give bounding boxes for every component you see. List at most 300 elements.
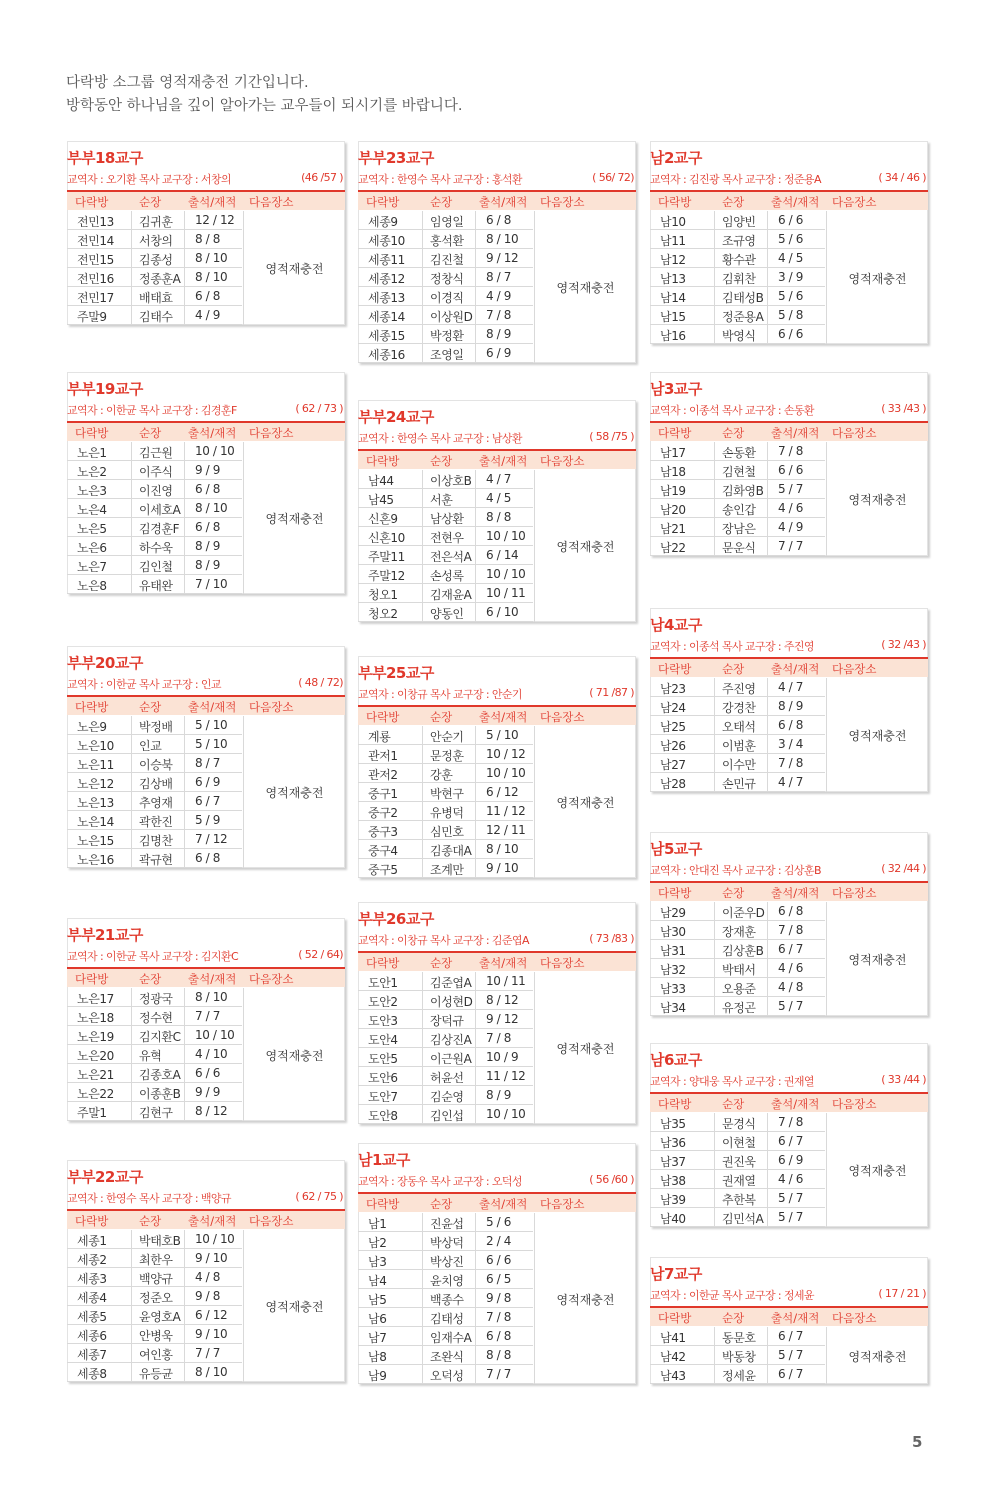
room-cell: 노은16: [77, 853, 114, 867]
table-row: [650, 325, 825, 344]
table-row: [67, 211, 242, 230]
leader-cell: 홍석환: [430, 234, 464, 248]
group-block: [650, 832, 928, 1016]
room-cell: 남31: [660, 944, 686, 958]
table-row: [358, 489, 533, 508]
leader-cell: 김근원: [139, 446, 173, 460]
room-cell: 남6: [368, 1312, 387, 1326]
leader-cell: 이주식: [139, 465, 173, 479]
room-cell: 중구4: [368, 844, 398, 858]
table-row: [67, 1268, 242, 1287]
column-divider: [714, 902, 715, 1016]
table-row: [358, 1105, 533, 1124]
table-header: [67, 697, 345, 715]
attendance-cell: 6 / 8: [486, 1329, 511, 1343]
table-header: [358, 707, 636, 725]
leader-cell: 임영일: [430, 215, 464, 229]
room-cell: 남25: [660, 720, 686, 734]
room-cell: 남44: [368, 474, 394, 488]
group-title: 부부21교구: [67, 926, 143, 944]
attendance-cell: 6 / 7: [778, 942, 803, 956]
leader-cell: 김화영B: [722, 484, 764, 498]
attendance-cell: 8 / 9: [195, 539, 220, 553]
attendance-cell: 10 / 10: [486, 567, 526, 581]
room-cell: 주말12: [368, 569, 405, 583]
leader-cell: 윤영호A: [139, 1310, 181, 1324]
leader-cell: 배태효: [139, 291, 173, 305]
table-header-col1: 다락방: [658, 426, 692, 440]
leader-cell: 정종훈A: [139, 272, 181, 286]
table-row: [67, 1325, 242, 1344]
attendance-cell: 8 / 10: [195, 1365, 228, 1379]
column-divider: [714, 678, 715, 792]
table-row: [358, 546, 533, 565]
attendance-cell: 5 / 7: [778, 1191, 803, 1205]
table-header: [650, 423, 928, 441]
group-block: [358, 1143, 636, 1384]
column-divider: [767, 1113, 768, 1227]
room-cell: 세종11: [368, 253, 405, 267]
attendance-cell: 5 / 9: [195, 813, 220, 827]
leader-cell: 허윤선: [430, 1071, 464, 1085]
group-leaders: [650, 402, 928, 418]
attendance-cell: 4 / 6: [778, 1172, 803, 1186]
table-row: [358, 1289, 533, 1308]
table-row: [67, 268, 242, 287]
next-place-cell: 영적재충전: [265, 512, 324, 526]
attendance-cell: 6 / 6: [778, 327, 803, 341]
leader-cell: 권재열: [722, 1174, 756, 1188]
room-cell: 신혼10: [368, 531, 405, 545]
leader-cell: 문정훈: [430, 749, 464, 763]
group-attendance-total: ( 34 / 46 ): [878, 171, 926, 184]
leader-cell: 김진철: [430, 253, 464, 267]
table-header: [67, 192, 345, 210]
group-title: 부부23교구: [358, 149, 434, 167]
table-header-col4: 다음장소: [832, 195, 877, 209]
table-row: [650, 230, 825, 249]
leader-cell: 김인철: [139, 560, 173, 574]
table-header-col1: 다락방: [366, 956, 400, 970]
room-cell: 세종6: [77, 1329, 107, 1343]
column-divider: [714, 442, 715, 556]
attendance-cell: 8 / 8: [195, 232, 220, 246]
room-cell: 노은19: [77, 1030, 114, 1044]
group-title: 부부20교구: [67, 654, 143, 672]
room-cell: 신혼9: [368, 512, 398, 526]
attendance-cell: 6 / 12: [486, 785, 519, 799]
room-cell: 남17: [660, 446, 686, 460]
room-cell: 계룡: [368, 730, 391, 744]
room-cell: 남42: [660, 1350, 686, 1364]
table-header-col4: 다음장소: [540, 710, 585, 724]
table-row: [650, 1132, 825, 1151]
group-block: [650, 608, 928, 792]
leader-cell: 권진욱: [722, 1155, 756, 1169]
leader-cell: 박정배: [139, 720, 173, 734]
table-header-col3: 출석/재적: [771, 195, 820, 209]
group-leaders: [67, 1190, 345, 1206]
leader-cell: 손동환: [722, 446, 756, 460]
table-header-col3: 출석/재적: [188, 972, 237, 986]
table-row: [358, 972, 533, 991]
table-row: [650, 940, 825, 959]
leader-cell: 박상덕: [430, 1236, 464, 1250]
group-title: 남1교구: [358, 1151, 410, 1169]
leader-cell: 여인홍: [139, 1348, 173, 1362]
attendance-cell: 5 / 7: [778, 999, 803, 1013]
table-header-col2: 순장: [722, 426, 745, 440]
group-leader-text: 교역자 : 한영수 목사 교구장 : 남상환: [358, 432, 522, 445]
attendance-cell: 5 / 10: [195, 737, 228, 751]
room-cell: 남24: [660, 701, 686, 715]
attendance-cell: 8 / 10: [486, 232, 519, 246]
room-cell: 남32: [660, 963, 686, 977]
attendance-cell: 7 / 8: [486, 308, 511, 322]
attendance-cell: 9 / 10: [195, 1251, 228, 1265]
table-row: [650, 306, 825, 325]
table-row: [358, 1327, 533, 1346]
attendance-cell: 5 / 7: [778, 1210, 803, 1224]
table-row: [358, 344, 533, 363]
leader-cell: 김준엽A: [430, 976, 472, 990]
group-title: 부부24교구: [358, 408, 434, 426]
room-cell: 중구3: [368, 825, 398, 839]
leader-cell: 박태호B: [139, 1234, 181, 1248]
table-header-col2: 순장: [722, 662, 745, 676]
room-cell: 남37: [660, 1155, 686, 1169]
table-row: [67, 754, 242, 773]
table-row: [67, 556, 242, 575]
attendance-cell: 6 / 9: [195, 775, 220, 789]
table-row: [358, 527, 533, 546]
attendance-cell: 7 / 8: [778, 444, 803, 458]
column-divider: [422, 211, 423, 363]
attendance-cell: 8 / 9: [486, 327, 511, 341]
leader-cell: 이상호B: [430, 474, 472, 488]
table-row: [67, 230, 242, 249]
attendance-cell: 6 / 9: [486, 346, 511, 360]
table-row: [358, 1251, 533, 1270]
attendance-cell: 8 / 8: [486, 1348, 511, 1362]
attendance-cell: 6 / 8: [486, 213, 511, 227]
leader-cell: 김재윤A: [430, 588, 472, 602]
group-title: 남7교구: [650, 1265, 702, 1283]
group-leader-text: 교역자 : 이한균 목사 교구장 : 인교: [67, 678, 221, 691]
table-header-col1: 다락방: [658, 1097, 692, 1111]
leader-cell: 박영식: [722, 329, 756, 343]
attendance-cell: 10 / 10: [486, 1107, 526, 1121]
room-cell: 노은22: [77, 1087, 114, 1101]
room-cell: 노은17: [77, 992, 114, 1006]
room-cell: 세종14: [368, 310, 405, 324]
page-number: 5: [912, 1433, 923, 1451]
room-cell: 남34: [660, 1001, 686, 1015]
next-place-cell: 영적재충전: [848, 1349, 907, 1364]
group-leader-text: 교역자 : 이종석 목사 교구장 : 주진영: [650, 640, 814, 653]
table-header-col2: 순장: [139, 972, 162, 986]
room-cell: 주말1: [77, 1106, 107, 1120]
room-cell: 남9: [368, 1369, 387, 1383]
attendance-cell: 7 / 8: [486, 1031, 511, 1045]
attendance-cell: 9 / 8: [195, 1289, 220, 1303]
room-cell: 남11: [660, 234, 686, 248]
next-place-cell: 영적재충전: [848, 729, 907, 743]
table-row: [358, 470, 533, 489]
leader-cell: 유혁: [139, 1049, 162, 1063]
table-header-col1: 다락방: [658, 662, 692, 676]
leader-cell: 정준오: [139, 1291, 173, 1305]
attendance-cell: 8 / 7: [195, 756, 220, 770]
leader-cell: 조계만: [430, 863, 464, 877]
group-leaders: [358, 430, 636, 446]
room-cell: 도안5: [368, 1052, 398, 1066]
room-cell: 도안3: [368, 1014, 398, 1028]
next-place-cell: 영적재충전: [556, 540, 615, 554]
room-cell: 도안2: [368, 995, 398, 1009]
attendance-cell: 8 / 12: [486, 993, 519, 1007]
leader-cell: 문경식: [722, 1117, 756, 1131]
table-row: [358, 565, 533, 584]
leader-cell: 이진영: [139, 484, 173, 498]
attendance-cell: 6 / 8: [195, 851, 220, 865]
table-header-col3: 출석/재적: [771, 1311, 820, 1325]
column-divider: [131, 211, 132, 325]
attendance-cell: 10 / 12: [486, 747, 526, 761]
table-header: [67, 423, 345, 441]
leader-cell: 주진영: [722, 682, 756, 696]
leader-cell: 김상훈B: [722, 944, 764, 958]
table-header-col4: 다음장소: [540, 195, 585, 209]
group-block: [67, 1160, 345, 1382]
group-title: 남4교구: [650, 616, 702, 634]
next-place-cell: 영적재충전: [848, 1164, 907, 1178]
leader-cell: 오덕성: [430, 1369, 464, 1383]
column-divider: [767, 211, 768, 344]
attendance-cell: 5 / 8: [778, 308, 803, 322]
leader-cell: 인교: [139, 739, 162, 753]
next-place-cell: 영적재충전: [556, 281, 615, 295]
next-place-cell: 영적재충전: [265, 1300, 324, 1314]
room-cell: 남19: [660, 484, 686, 498]
table-header-col2: 순장: [430, 710, 453, 724]
leader-cell: 김휘찬: [722, 272, 756, 286]
table-row: [650, 1189, 825, 1208]
room-cell: 남16: [660, 329, 686, 343]
room-cell: 도안1: [368, 976, 398, 990]
attendance-cell: 10 / 9: [486, 1050, 519, 1064]
table-row: [358, 1365, 533, 1384]
table-header-col3: 출석/재적: [771, 886, 820, 900]
leader-cell: 이수만: [722, 758, 756, 772]
group-title: 부부25교구: [358, 664, 434, 682]
table-header-col2: 순장: [430, 454, 453, 468]
table-row: [358, 1308, 533, 1327]
leader-cell: 장재훈: [722, 925, 756, 939]
table-header-col3: 출석/재적: [479, 956, 528, 970]
attendance-cell: 4 / 7: [778, 775, 803, 789]
next-place-cell: 영적재충전: [556, 1042, 615, 1056]
leader-cell: 강훈: [430, 768, 453, 782]
table-row: [650, 716, 825, 735]
column-divider: [767, 442, 768, 556]
attendance-cell: 6 / 7: [778, 1367, 803, 1381]
table-header-col3: 출석/재적: [771, 662, 820, 676]
room-cell: 주말9: [77, 310, 107, 324]
table-row: [650, 678, 825, 697]
room-cell: 전민13: [77, 215, 114, 229]
table-row: [67, 1287, 242, 1306]
table-row: [358, 1086, 533, 1105]
room-cell: 세종12: [368, 272, 405, 286]
group-leaders: [650, 1287, 928, 1303]
leader-cell: 정준용A: [722, 310, 764, 324]
table-header-col2: 순장: [722, 195, 745, 209]
attendance-cell: 12 / 12: [195, 213, 235, 227]
group-attendance-total: ( 33 /44 ): [881, 1073, 926, 1086]
attendance-cell: 8 / 8: [486, 510, 511, 524]
attendance-cell: 9 / 10: [195, 1327, 228, 1341]
room-cell: 남33: [660, 982, 686, 996]
leader-cell: 이상원D: [430, 310, 473, 324]
room-cell: 남10: [660, 215, 686, 229]
attendance-cell: 6 / 14: [486, 548, 519, 562]
table-row: [650, 537, 825, 556]
attendance-cell: 10 / 11: [486, 974, 526, 988]
leader-cell: 이승북: [139, 758, 173, 772]
group-leader-text: 교역자 : 이종석 목사 교구장 : 손동환: [650, 404, 814, 417]
table-row: [358, 306, 533, 325]
group-attendance-total: ( 56 /60 ): [589, 1173, 634, 1186]
table-row: [358, 325, 533, 344]
table-row: [358, 249, 533, 268]
leader-cell: 이범훈: [722, 739, 756, 753]
attendance-cell: 6 / 10: [486, 605, 519, 619]
group-attendance-total: ( 58 /75 ): [589, 430, 634, 443]
table-row: [67, 1064, 242, 1083]
room-cell: 노은8: [77, 579, 107, 593]
table-row: [650, 997, 825, 1016]
room-cell: 전민15: [77, 253, 114, 267]
group-leaders: [67, 171, 345, 187]
table-row: [650, 249, 825, 268]
leader-cell: 이종훈B: [139, 1087, 181, 1101]
attendance-cell: 8 / 10: [486, 842, 519, 856]
column-divider: [131, 1230, 132, 1382]
table-header-col1: 다락방: [75, 426, 109, 440]
table-row: [67, 287, 242, 306]
group-block: [67, 141, 345, 325]
next-place-cell: 영적재충전: [265, 262, 324, 276]
column-divider: [767, 1327, 768, 1384]
column-divider: [184, 988, 185, 1121]
attendance-cell: 4 / 5: [486, 491, 511, 505]
group-title: 남3교구: [650, 380, 702, 398]
column-divider: [184, 1230, 185, 1382]
group-leaders: [650, 638, 928, 654]
attendance-cell: 5 / 7: [778, 482, 803, 496]
group-block: [650, 1257, 928, 1384]
table-row: [650, 1327, 825, 1346]
attendance-cell: 6 / 8: [195, 482, 220, 496]
attendance-cell: 9 / 12: [486, 1012, 519, 1026]
room-cell: 남22: [660, 541, 686, 555]
room-cell: 노은10: [77, 739, 114, 753]
group-leaders: [358, 171, 636, 187]
group-leader-text: 교역자 : 한영수 목사 교구장 : 백양규: [67, 1192, 231, 1205]
leader-cell: 정세윤: [722, 1369, 756, 1383]
table-row: [650, 442, 825, 461]
attendance-cell: 8 / 10: [195, 501, 228, 515]
table-row: [67, 1363, 242, 1382]
next-place-cell: 영적재충전: [556, 1292, 615, 1307]
attendance-cell: 10 / 10: [486, 766, 526, 780]
table-row: [650, 1346, 825, 1365]
group-title: 부부26교구: [358, 910, 434, 928]
table-row: [650, 1365, 825, 1384]
table-row: [358, 508, 533, 527]
next-place-cell: 영적재충전: [848, 953, 907, 967]
table-row: [67, 249, 242, 268]
leader-cell: 조완식: [430, 1350, 464, 1364]
leader-cell: 김태성: [430, 1312, 464, 1326]
leader-cell: 안순기: [430, 730, 464, 744]
room-cell: 중구5: [368, 863, 398, 877]
room-cell: 남5: [368, 1293, 387, 1307]
table-row: [358, 1048, 533, 1067]
room-cell: 남23: [660, 682, 686, 696]
room-cell: 남7: [368, 1331, 387, 1345]
group-block: [67, 372, 345, 594]
room-cell: 노은11: [77, 758, 114, 772]
attendance-cell: 4 / 6: [778, 501, 803, 515]
leader-cell: 손민규: [722, 777, 756, 791]
room-cell: 관저1: [368, 749, 398, 763]
room-cell: 남12: [660, 253, 686, 267]
table-row: [358, 726, 533, 745]
room-cell: 노은18: [77, 1011, 114, 1025]
leader-cell: 추영재: [139, 796, 173, 810]
leader-cell: 문운식: [722, 541, 756, 555]
table-header: [67, 1211, 345, 1229]
table-row: [67, 792, 242, 811]
group-leaders: [358, 1173, 636, 1189]
table-header-col2: 순장: [430, 195, 453, 209]
leader-cell: 김인섭: [430, 1109, 464, 1123]
table-row: [358, 1010, 533, 1029]
column-divider: [184, 716, 185, 868]
room-cell: 노은9: [77, 720, 107, 734]
group-leader-text: 교역자 : 한영수 목사 교구장 : 홍석환: [358, 173, 522, 186]
group-leaders: [650, 1073, 928, 1089]
column-divider: [422, 1213, 423, 1384]
leader-cell: 백양규: [139, 1272, 173, 1286]
attendance-cell: 9 / 10: [486, 861, 519, 875]
attendance-cell: 6 / 8: [195, 520, 220, 534]
leader-cell: 김종호A: [139, 1068, 181, 1082]
table-row: [650, 697, 825, 716]
table-row: [67, 1102, 242, 1121]
leader-cell: 김상진A: [430, 1033, 472, 1047]
group-block: [650, 372, 928, 556]
column-divider: [422, 726, 423, 878]
room-cell: 중구1: [368, 787, 398, 801]
attendance-cell: 4 / 7: [486, 472, 511, 486]
column-divider: [422, 972, 423, 1124]
table-header-col1: 다락방: [658, 195, 692, 209]
room-cell: 노은7: [77, 560, 107, 574]
table-row: [650, 978, 825, 997]
